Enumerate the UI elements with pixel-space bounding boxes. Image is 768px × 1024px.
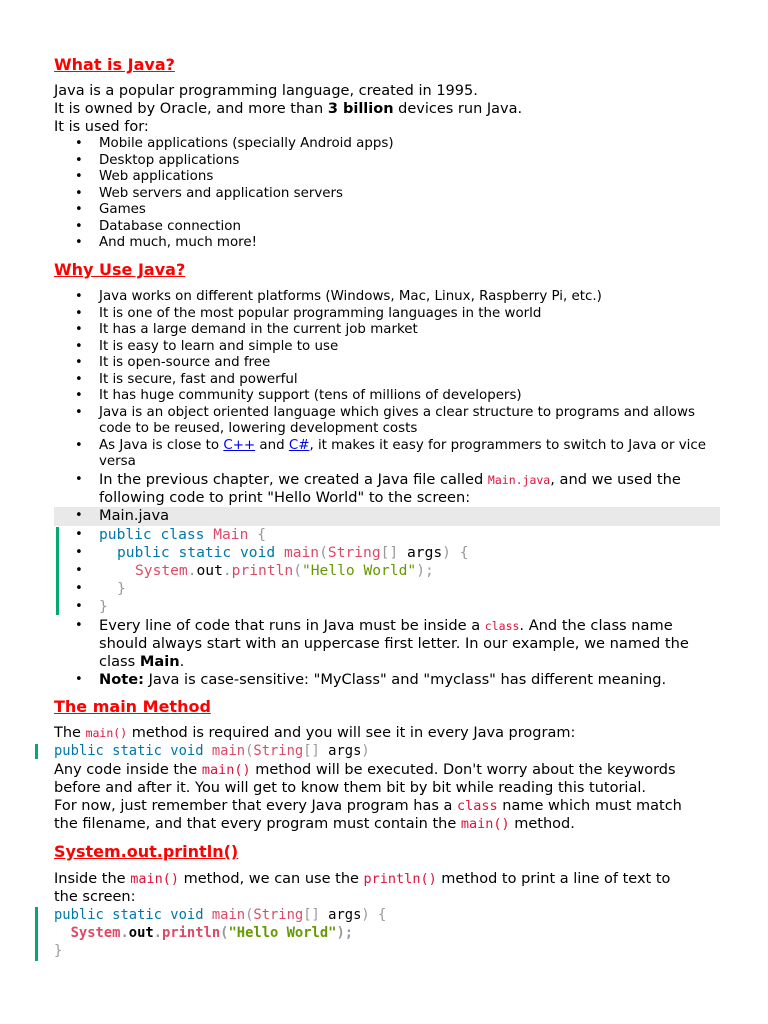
main-p2-text: Any code inside the	[54, 762, 202, 778]
intro-line-2	[54, 100, 522, 118]
code-arg: args	[328, 907, 362, 923]
inline-code-main: main()	[85, 726, 128, 740]
list-item: • Web applications	[54, 169, 724, 186]
code-arg: args	[328, 743, 362, 759]
main-p2-end: method will be executed. Don't worry about the keywords	[250, 762, 676, 778]
list-item: • Java is an object oriented language which gives a clear structure to programs and allows code to be reused, lowering development costs	[54, 405, 724, 438]
every-line-end: .	[179, 653, 185, 671]
why-close-end: , it makes it easy for programmers to switch to Java or vice versa	[99, 437, 706, 469]
code-brace: {	[257, 525, 266, 543]
section-title-what-is-java: What is Java?	[54, 55, 175, 74]
code-line-3: • System.out.println("Hello World");	[54, 562, 720, 580]
main-paragraph-3-line-2	[54, 815, 575, 833]
code-brackets: []	[303, 907, 320, 923]
list-item: • Java works on different platforms (Windows, Mac, Linux, Raspberry Pi, etc.)	[54, 289, 724, 306]
code-line-2: • public static void main(String[] args) {	[54, 544, 720, 562]
inline-code-class: class	[484, 618, 520, 633]
list-item-prev-chapter	[54, 471, 720, 507]
inline-code-class: class	[457, 798, 498, 814]
inline-code-println: println()	[363, 871, 437, 887]
why-close-and: and	[255, 437, 289, 453]
list-item: • It has huge community support (tens of millions of developers)	[54, 388, 724, 405]
every-line-mid: . And the class name should always start with an uppercase first letter. In our example, we named the class	[99, 616, 689, 671]
list-item: • It is secure, fast and powerful	[54, 372, 724, 389]
code-brace: {	[459, 543, 469, 561]
code-brace: }	[54, 943, 63, 959]
println-code-line-1: public static void main(String[] args) {	[54, 907, 387, 923]
main-p3-text: For now, just remember that every Java program has a	[54, 798, 458, 814]
code-type: String	[327, 543, 381, 561]
list-item: • Database connection	[54, 219, 724, 236]
main-p3-l2-end: method.	[509, 816, 575, 832]
code-brackets: []	[380, 543, 399, 561]
code-list	[54, 471, 720, 689]
main-p1-end: method is required and you will see it in every Java program:	[127, 725, 576, 741]
list-item: • It is open-source and free	[54, 355, 724, 372]
code-field: out	[196, 562, 223, 580]
why-close-text: As Java is close to	[99, 437, 224, 453]
prev-chapter-text: In the previous chapter, we created a Java file called	[99, 471, 488, 488]
section-title-main-method: The main Method	[54, 697, 211, 716]
note-text: Java is case-sensitive: "MyClass" and "myclass" has different meaning.	[143, 671, 667, 689]
code-arg: args	[407, 543, 443, 561]
csharp-link[interactable]: C#	[288, 437, 310, 453]
code-type: String	[253, 743, 304, 759]
intro-line-1: Java is a popular programming language, created in 1995.	[54, 83, 478, 99]
println-paragraph-line-2: the screen:	[54, 889, 136, 905]
code-function: println	[162, 925, 221, 941]
println-code-line-3	[54, 942, 62, 960]
list-item-note	[54, 671, 720, 689]
prev-chapter-end: , and we used the following code to print "Hello World" to the screen:	[99, 471, 681, 507]
code-function: println	[231, 562, 294, 580]
section-title-println: System.out.println()	[54, 842, 239, 861]
code-function: main	[211, 743, 246, 759]
main-paragraph-3-line-1	[54, 797, 682, 815]
println-p1-mid: method, we can use the	[178, 871, 364, 887]
code-brace: }	[117, 580, 126, 598]
code-keyword: public class	[99, 525, 205, 543]
bold-main: Main	[139, 653, 180, 671]
list-item: • It is one of the most popular programming languages in the world	[54, 306, 724, 323]
intro-line-2-end: devices run Java.	[393, 101, 523, 117]
why-list	[54, 289, 724, 471]
list-item: • Web servers and application servers	[54, 186, 724, 203]
code-brace: ) {	[361, 907, 387, 923]
code-keyword: public static void	[54, 907, 204, 923]
code-type: String	[253, 907, 304, 923]
inline-code-main: main()	[130, 871, 179, 887]
main-paragraph-1	[54, 724, 575, 742]
code-line-4	[54, 580, 720, 598]
code-end: );	[336, 925, 354, 941]
code-line-5	[54, 598, 720, 616]
main-code-line: public static void main(String[] args)	[54, 743, 370, 759]
list-item: • Desktop applications	[54, 153, 724, 170]
list-item: • It is easy to learn and simple to use	[54, 339, 724, 356]
code-brace: }	[99, 598, 108, 616]
code-line-1	[54, 526, 720, 544]
intro-bold-3-billion: 3 billion	[327, 101, 394, 117]
list-item: • Mobile applications (specially Android apps)	[54, 136, 724, 153]
code-field: out	[128, 925, 154, 941]
intro-line-2-text: It is owned by Oracle, and more than	[54, 101, 328, 117]
code-block-marker	[35, 907, 38, 961]
main-p1-text: The	[54, 725, 86, 741]
code-keyword: public static void	[117, 543, 276, 561]
println-paragraph-line-1	[54, 870, 670, 888]
code-string: "Hello World"	[301, 562, 417, 580]
section-title-why-use-java: Why Use Java?	[54, 260, 186, 279]
list-item-every-line	[54, 617, 720, 672]
inline-code-main-java: Main.java	[487, 473, 551, 487]
main-paragraph-2-line-2: before and after it. You will get to know them bit by bit while reading this tutorial.	[54, 780, 646, 796]
inline-code-main: main()	[201, 762, 251, 778]
uses-list	[54, 136, 724, 252]
list-item: • Games	[54, 202, 724, 219]
cpp-link[interactable]: C++	[223, 437, 256, 453]
list-item	[54, 438, 724, 471]
main-paragraph-2-line-1	[54, 761, 676, 779]
list-item: • And much, much more!	[54, 235, 724, 252]
code-function: main	[211, 907, 246, 923]
code-object: System	[135, 562, 188, 580]
code-end: );	[416, 562, 434, 580]
code-object: System	[70, 925, 121, 941]
note-label: Note:	[99, 671, 144, 689]
code-string: "Hello World"	[228, 925, 337, 941]
code-block-marker	[35, 744, 38, 759]
code-keyword: public static void	[54, 743, 204, 759]
code-function: main	[283, 543, 320, 561]
inline-code-main: main()	[460, 816, 510, 832]
println-p1-text: Inside the	[54, 871, 131, 887]
code-class-name: Main	[213, 525, 249, 543]
intro-line-3: It is used for:	[54, 119, 149, 135]
println-p1-end: method to print a line of text to	[436, 871, 671, 887]
code-file-label: • Main.java	[54, 507, 720, 525]
code-paren: )	[361, 743, 370, 759]
list-item: • It has a large demand in the current job market	[54, 322, 724, 339]
main-p3-end: name which must match	[497, 798, 682, 814]
main-p3-l2-text: the filename, and that every program must contain the	[54, 816, 461, 832]
println-code-line-2: System.out.println("Hello World");	[70, 925, 354, 941]
code-brackets: []	[303, 743, 320, 759]
every-line-text: Every line of code that runs in Java must be inside a	[99, 616, 485, 634]
